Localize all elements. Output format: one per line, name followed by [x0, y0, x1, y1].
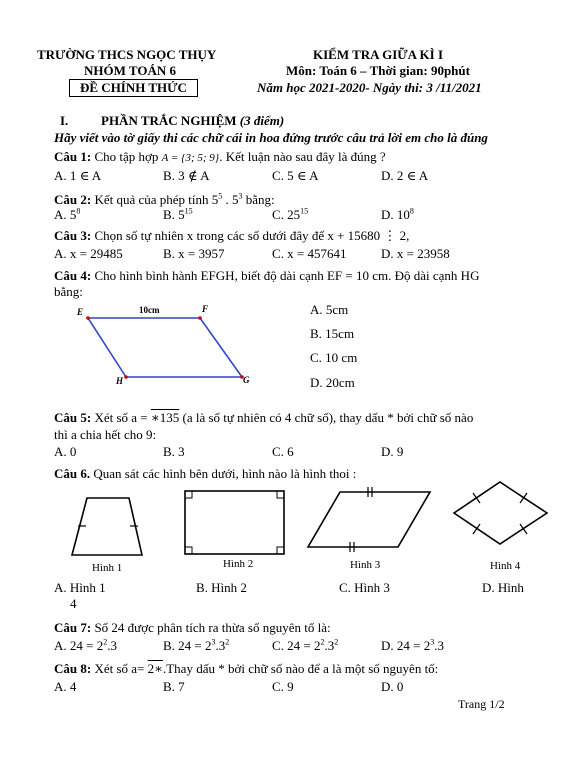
q4-option-d: D. 20cm	[310, 375, 355, 390]
expr-dot: .	[222, 192, 233, 207]
length-label: 10cm	[139, 305, 160, 315]
q7-option-b	[163, 638, 229, 654]
option-letter: C.	[272, 207, 288, 222]
question-text: (a là số tự nhiên có 4 chữ số), thay dấu * bởi chữ số nào	[182, 410, 474, 425]
q3-option-a: A. x = 29485	[54, 246, 123, 261]
overlined-number: ∗135	[150, 410, 180, 425]
q3-option-d: D. x = 23958	[381, 246, 450, 261]
option-exp: 15	[300, 206, 309, 216]
tick-mark	[520, 524, 527, 534]
question-8	[54, 661, 438, 677]
option-exp: 2	[225, 637, 230, 647]
option-base: 25	[287, 207, 301, 222]
question-text: Số 24 được phân tích ra thừa số nguyên tố là:	[94, 620, 331, 635]
option-letter: A.	[54, 207, 70, 222]
q6-option-a: A. Hình 1	[54, 580, 106, 595]
shape-caption-3: Hình 3	[350, 559, 381, 571]
q1-option-d: D. 2 ∈ A	[381, 168, 429, 183]
option-exp: 15	[184, 206, 193, 216]
q7-option-d	[381, 638, 444, 654]
parallelogram-shape	[308, 492, 430, 547]
rectangle-shape	[185, 491, 284, 554]
option-base: 10	[396, 207, 410, 222]
exam-year: Năm học 2021-2020- Ngày thi: 3 /11/2021	[257, 80, 482, 95]
option-letter: B.	[163, 207, 179, 222]
q1-option-c: C. 5 ∈ A	[272, 168, 319, 183]
rhombus-shape	[454, 482, 547, 544]
shape-caption-2: Hình 2	[223, 558, 254, 570]
section-number: I.	[60, 113, 69, 128]
question-text: Xét số a =	[94, 410, 148, 425]
shape-caption-1: Hình 1	[92, 562, 123, 574]
q4-option-b: B. 15cm	[310, 326, 355, 341]
question-text: .Thay dấu * bởi chữ số nào để a là một số nguyên tố:	[162, 661, 439, 676]
option-exp: 3	[430, 637, 435, 647]
q6-option-b: B. Hình 2	[196, 580, 247, 595]
question-text: Xét số a=	[94, 661, 145, 676]
q3-option-c: C. x = 457641	[272, 246, 347, 261]
tick-mark	[473, 493, 480, 503]
q5-option-c: C. 6	[272, 444, 294, 459]
label-f: F	[202, 304, 209, 314]
question-5-cont: thì a chia hết cho 9:	[54, 427, 157, 442]
section-title-text: PHẦN TRẮC NGHIỆM	[101, 113, 237, 128]
q1-option-b: B. 3 ∉ A	[163, 168, 210, 183]
q6-option-d-wrap: 4	[70, 596, 77, 611]
option-letter: D.	[381, 207, 397, 222]
school-name: TRƯỜNG THCS NGỌC THỤY	[37, 47, 217, 62]
expr-exp: 3	[238, 191, 243, 201]
option-text: .3	[215, 638, 226, 653]
q7-option-a	[54, 638, 117, 654]
label-e: E	[77, 307, 84, 317]
group-name: NHÓM TOÁN 6	[84, 63, 176, 78]
q4-option-a: A. 5cm	[310, 302, 349, 317]
option-exp: 8	[76, 206, 81, 216]
q3-option-b: B. x = 3957	[163, 246, 225, 261]
exam-subject: Môn: Toán 6 – Thời gian: 90phút	[286, 63, 470, 78]
option-text: C. 24 = 2	[272, 638, 321, 653]
section-points: (3 điểm)	[239, 113, 285, 128]
official-label: ĐỀ CHÍNH THỨC	[69, 79, 198, 97]
option-exp: 2	[320, 637, 325, 647]
q8-option-b: B. 7	[163, 679, 185, 694]
q1-option-a: A. 1 ∈ A	[54, 168, 102, 183]
label-g: G	[243, 375, 250, 385]
q7-option-c	[272, 638, 338, 654]
expr-exp: 5	[218, 191, 223, 201]
expr-base: 5	[232, 192, 239, 207]
q8-option-d: D. 0	[381, 679, 404, 694]
option-exp: 2	[103, 637, 108, 647]
q4-option-c: C. 10 cm	[310, 350, 358, 365]
option-text: .3	[107, 638, 117, 653]
question-text: Cho tập hợp	[94, 149, 159, 164]
option-exp: 2	[334, 637, 339, 647]
option-text: A. 24 = 2	[54, 638, 104, 653]
right-angle-mark	[185, 547, 192, 554]
right-angle-mark	[277, 547, 284, 554]
q6-option-c: C. Hình 3	[339, 580, 390, 595]
question-label: Câu 2:	[54, 192, 92, 207]
question-text: Cho hình bình hành EFGH, biết độ dài cạnh EF = 10 cm. Độ dài cạnh HG	[94, 268, 480, 283]
question-7	[54, 620, 331, 636]
shape-caption-4: Hình 4	[490, 560, 521, 572]
option-exp: 3	[211, 637, 216, 647]
right-angle-mark	[185, 491, 192, 498]
question-label: Câu 7:	[54, 620, 92, 635]
question-label: Câu 6.	[54, 466, 91, 481]
option-text: .3	[434, 638, 444, 653]
question-label: Câu 8:	[54, 661, 92, 676]
option-exp: 8	[409, 206, 414, 216]
option-base: 5	[178, 207, 185, 222]
q5-option-a: A. 0	[54, 444, 77, 459]
overlined-number: 2∗	[147, 661, 163, 676]
question-text: Quan sát các hình bên dưới, hình nào là hình thoi :	[93, 466, 357, 481]
question-text: Chọn số tự nhiên x trong các số dưới đây để x + 15680 ⋮ 2,	[94, 228, 410, 243]
question-label: Câu 3:	[54, 228, 92, 243]
question-text: Kết quả của phép tính	[94, 192, 209, 207]
option-text: B. 24 = 2	[163, 638, 212, 653]
q5-option-d: D. 9	[381, 444, 404, 459]
q8-option-c: C. 9	[272, 679, 294, 694]
question-label: Câu 5:	[54, 410, 92, 425]
right-angle-mark	[277, 491, 284, 498]
option-base: 5	[69, 207, 77, 222]
expr-tail: bằng:	[242, 192, 275, 207]
set-notation: A = {3; 5; 9}	[161, 152, 220, 164]
question-4-cont: bằng:	[54, 284, 83, 299]
q5-option-b: B. 3	[163, 444, 185, 459]
section-instruction: Hãy viết vào tờ giấy thi các chữ cái in hoa đứng trước câu trả lời em cho là đúng	[54, 130, 488, 145]
question-label: Câu 4:	[54, 268, 92, 283]
option-text: D. 24 = 2	[381, 638, 431, 653]
expr-base: 5	[211, 192, 219, 207]
question-text: . Kết luận nào sau đây là đúng ?	[219, 149, 386, 164]
label-h: H	[116, 376, 124, 386]
exam-title: KIỂM TRA GIỮA KÌ I	[313, 47, 444, 62]
question-label: Câu 1:	[54, 149, 92, 164]
option-text: .3	[324, 638, 335, 653]
page-number: Trang 1/2	[458, 697, 505, 711]
tick-mark	[520, 493, 527, 503]
q8-option-a: A. 4	[54, 679, 77, 694]
q6-option-d: D. Hình	[482, 580, 524, 595]
